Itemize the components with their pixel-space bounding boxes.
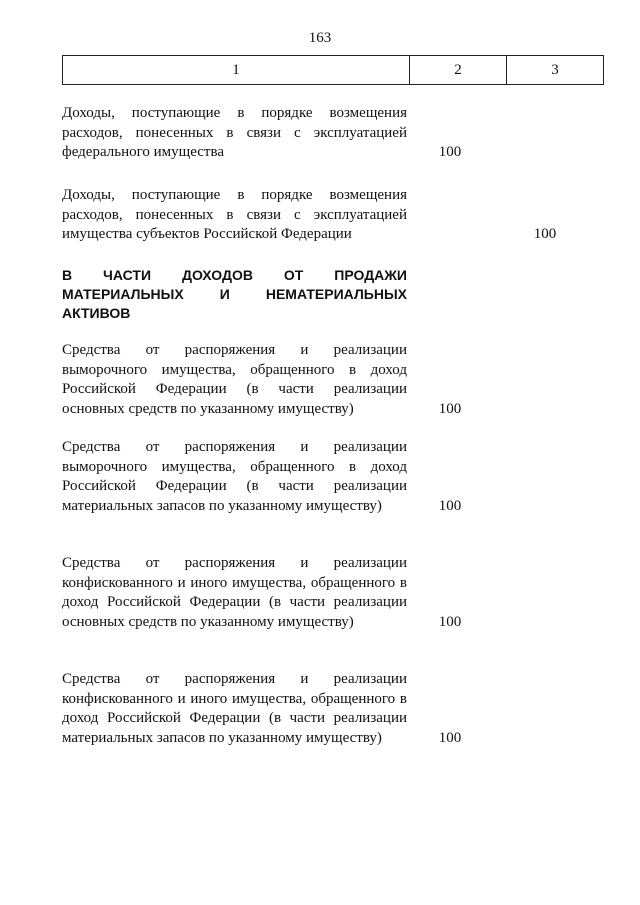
row-description: Средства от распоряжения и реализации конфискованного и иного имущества, обращенного в доход Российской Федерации (в части реализации основных средств по указанному имуществу) <box>62 555 407 630</box>
column-header-row <box>63 56 604 85</box>
column-header-1: 1 <box>63 56 410 85</box>
row-description: Средства от распоряжения и реализации выморочного имущества, обращенного в доход Российской Федерации (в части реализации основных средств по указанному имуществу) <box>62 342 407 417</box>
table-row <box>62 104 622 163</box>
table-row <box>62 670 622 748</box>
row-value-col2: 100 <box>438 729 462 746</box>
page-number: 163 <box>308 30 332 46</box>
row-value-col2: 100 <box>438 613 462 630</box>
row-value-col2: 100 <box>438 144 462 160</box>
row-value-col3: 100 <box>533 226 557 242</box>
row-description: Доходы, поступающие в порядке возмещения расходов, понесенных в связи с эксплуатацией федерального имущества <box>62 105 407 160</box>
row-description: Средства от распоряжения и реализации конфискованного и иного имущества, обращенного в доход Российской Федерации (в части реализации материальных запасов по указанному имуществу) <box>62 671 407 746</box>
column-header-2: 2 <box>410 56 507 85</box>
section-heading <box>62 266 622 323</box>
table-row <box>62 186 622 245</box>
column-header-3: 3 <box>507 56 604 85</box>
section-heading-text: В ЧАСТИ ДОХОДОВ ОТ ПРОДАЖИ МАТЕРИАЛЬНЫХ И НЕМАТЕРИАЛЬНЫХ АКТИВОВ <box>62 267 407 321</box>
row-description: Средства от распоряжения и реализации выморочного имущества, обращенного в доход Российской Федерации (в части реализации материальных запасов по указанному имуществу) <box>62 439 407 514</box>
row-description: Доходы, поступающие в порядке возмещения расходов, понесенных в связи с эксплуатацией имущества субъектов Российской Федерации <box>62 187 407 242</box>
column-header-table <box>62 55 604 85</box>
table-row <box>62 341 622 419</box>
row-value-col2: 100 <box>438 400 462 417</box>
table-row <box>62 554 622 632</box>
table-row <box>62 438 622 516</box>
row-value-col2: 100 <box>438 497 462 514</box>
